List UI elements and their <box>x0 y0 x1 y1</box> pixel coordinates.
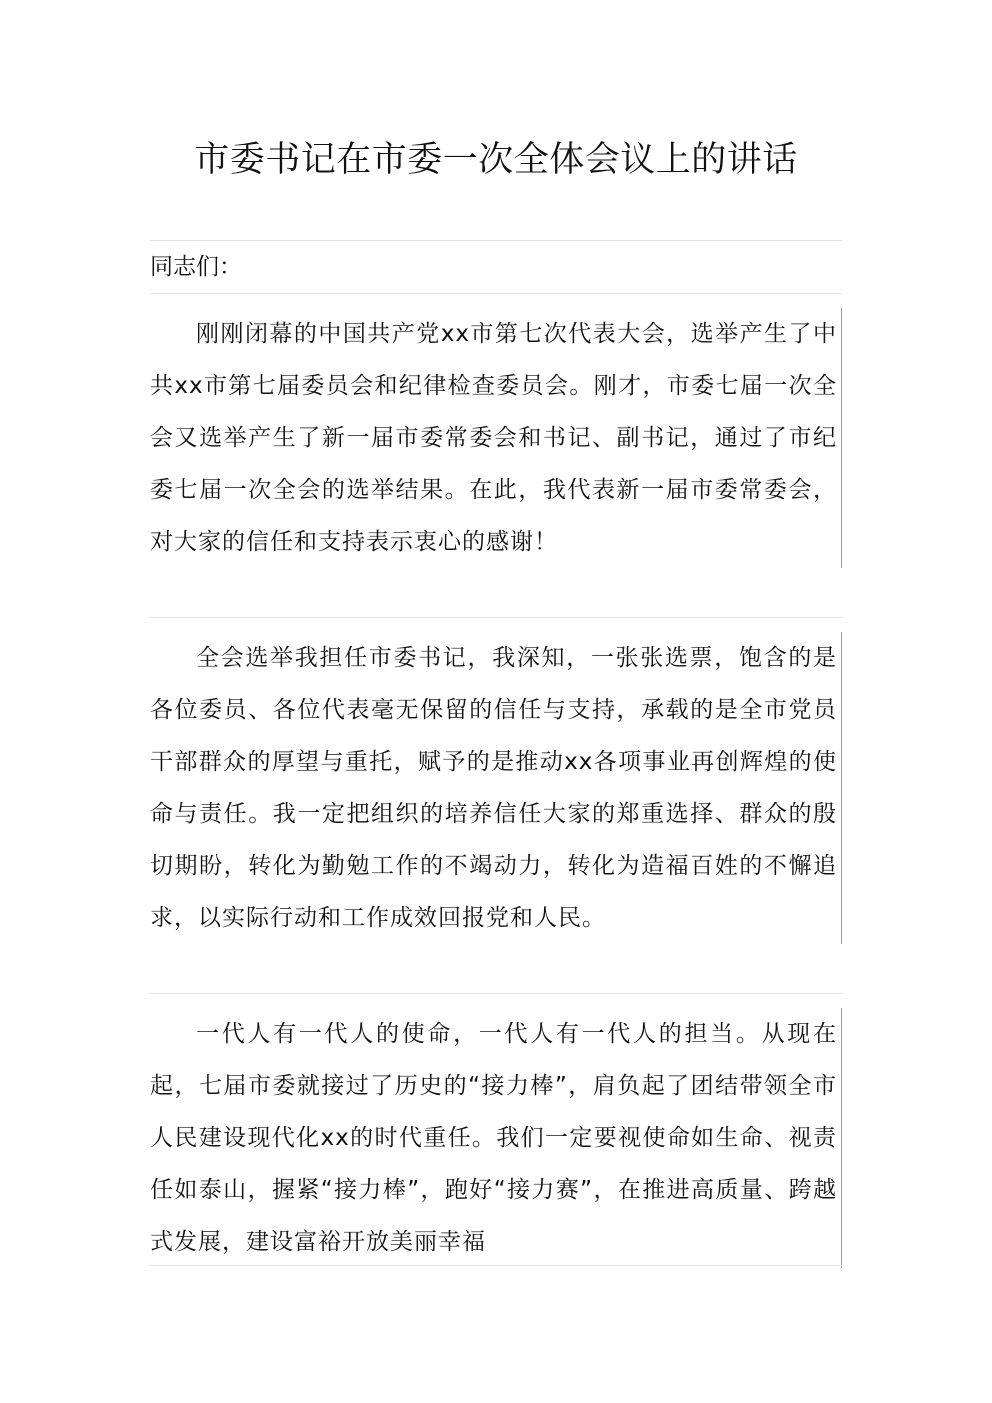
body-paragraph: 刚刚闭幕的中国共产党xx市第七次代表大会，选举产生了中共xx市第七届委员会和纪律检查委员会。刚才，市委七届一次全会又选举产生了新一届市委常委会和书记、副书记，通过了市纪委七届一次全会的选举结果。在此，我代表新一届市委常委会，对大家的信任和支持表示衷心的感谢！ <box>150 308 842 568</box>
body-paragraph: 一代人有一代人的使命，一代人有一代人的担当。从现在起，七届市委就接过了历史的“接力棒”，肩负起了团结带领全市人民建设现代化xx的时代重任。我们一定要视使命如生命、视责任如泰山，握紧“接力棒”，跑好“接力赛”，在推进高质量、跨越式发展，建设富裕开放美丽幸福 <box>150 1008 842 1268</box>
divider <box>150 293 842 294</box>
divider <box>150 617 842 618</box>
body-paragraph: 全会选举我担任市委书记，我深知，一张张选票，饱含的是各位委员、各位代表毫无保留的信任与支持，承载的是全市党员干部群众的厚望与重托，赋予的是推动xx各项事业再创辉煌的使命与责任。我一定把组织的培养信任大家的郑重选择、群众的殷切期盼，转化为勤勉工作的不竭动力，转化为造福百姓的不懈追求，以实际行动和工作成效回报党和人民。 <box>150 632 842 944</box>
salutation: 同志们： <box>150 254 242 280</box>
divider <box>150 1265 842 1266</box>
page-title: 市委书记在市委一次全体会议上的讲话 <box>194 140 798 180</box>
divider <box>150 993 842 994</box>
